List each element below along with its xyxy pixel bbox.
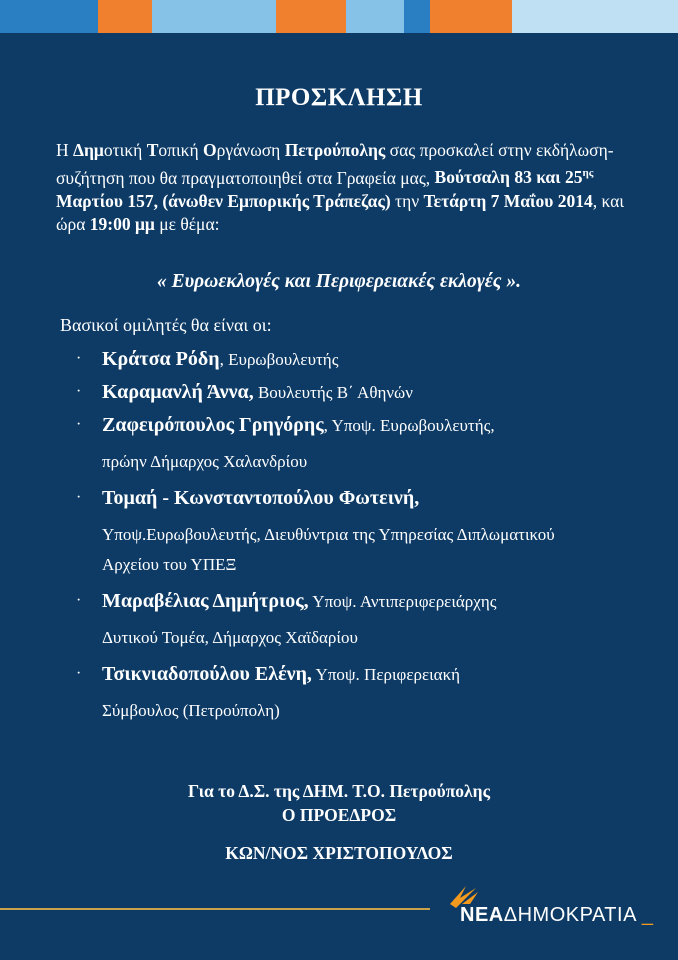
event-topic: « Ευρωεκλογές και Περιφερειακές εκλογές ».: [157, 271, 521, 292]
speaker-name: Τσικνιαδοπούλου Ελένη,: [102, 663, 312, 685]
speaker-item: [76, 414, 636, 477]
signature-line: Για το Δ.Σ. της ΔΗΜ. Τ.Ο. Πετρούπολης: [188, 781, 490, 801]
address-part: Μαρτίου 157, (άνωθεν Εμπορικής Τράπεζας): [56, 190, 391, 211]
stripe: [98, 0, 152, 33]
logo-wordmark: [460, 904, 654, 927]
event-time: 19:00 μμ: [89, 214, 155, 235]
text: με θέμα:: [154, 214, 220, 235]
speaker-item: [76, 348, 636, 371]
speaker-item: [76, 590, 636, 653]
event-date: Τετάρτη 7 Μαΐου 2014: [423, 190, 593, 211]
party-logo: [438, 884, 654, 934]
speaker-name: Κράτσα Ρόδη: [102, 348, 220, 370]
org-place: Πετρούπολης: [284, 140, 386, 160]
invitation-text: [56, 139, 641, 237]
logo-part: ΔΗΜΟΚΡΑΤΙΑ: [503, 904, 636, 926]
address-part: Βούτσαλη 83 και 25: [434, 167, 583, 188]
bullet-icon: ·: [76, 350, 82, 367]
text: την: [390, 190, 424, 211]
speaker-name: Καραμανλή Άννα,: [102, 381, 254, 403]
bullet-icon: ·: [76, 592, 82, 609]
speaker-list: [76, 348, 636, 736]
org-name-part: Τ: [146, 140, 159, 160]
page-title: ΠΡΟΣΚΛΗΣΗ: [255, 84, 423, 111]
text: οτική: [103, 140, 147, 160]
text: ργάνωση: [216, 140, 285, 160]
stripe: [512, 0, 678, 33]
org-name-part: Δημ: [73, 140, 104, 160]
signature-block: [0, 779, 678, 827]
text: , και ώρα: [56, 190, 624, 235]
signature-title: Ο ΠΡΟΕΔΡΟΣ: [281, 805, 397, 825]
speaker-role-continued: πρώην Δήμαρχος Χαλανδρίου: [102, 452, 308, 471]
speaker-name: Ζαφειρόπουλος Γρηγόρης: [102, 414, 324, 436]
text: οπική: [158, 140, 204, 160]
speaker-item: [76, 487, 636, 580]
logo-part: ΝΕΑ: [460, 904, 504, 926]
speaker-name: Τομαή - Κωνσταντοπούλου Φωτεινή,: [102, 487, 420, 509]
speaker-name: Μαραβέλιας Δημήτριος,: [102, 590, 309, 612]
org-name-part: Ο: [203, 140, 217, 160]
text: Η: [56, 140, 74, 160]
bullet-icon: ·: [76, 489, 82, 506]
speaker-role: Βουλευτής Β΄ Αθηνών: [253, 383, 413, 402]
speaker-item: [76, 663, 636, 726]
stripe: [430, 0, 512, 33]
top-color-stripes: [0, 0, 678, 33]
speaker-role-continued: Υποψ.Ευρωβουλευτής, Διευθύντρια της Υπηρεσίας Διπλωματικού Αρχείου του ΥΠΕΞ: [102, 525, 555, 574]
speaker-role-continued: Δυτικού Τομέα, Δήμαρχος Χαϊδαρίου: [102, 628, 358, 647]
speaker-role: Υποψ. Αντιπεριφερειάρχης: [308, 592, 497, 611]
speaker-role: , Ευρωβουλευτής: [219, 350, 339, 369]
stripe: [404, 0, 430, 33]
stripe: [0, 0, 98, 33]
speaker-item: [76, 381, 636, 404]
bullet-icon: ·: [76, 383, 82, 400]
speaker-role: , Υποψ. Ευρωβουλευτής,: [323, 416, 495, 435]
speakers-label: Βασικοί ομιλητές θα είναι οι:: [60, 315, 272, 335]
stripe: [346, 0, 404, 33]
text: σας προσκαλεί στην εκδήλωση-συζήτηση που θα πραγματοποιηθεί στα Γραφεία μας,: [56, 140, 614, 188]
address-superscript: ης: [582, 167, 594, 180]
speaker-role-continued: Σύμβουλος (Πετρούπολη): [102, 701, 280, 720]
stripe: [152, 0, 276, 33]
logo-suffix: _: [635, 904, 654, 926]
bullet-icon: ·: [76, 416, 82, 433]
signer-name: ΚΩΝ/ΝΟΣ ΧΡΙΣΤΟΠΟΥΛΟΣ: [225, 843, 453, 863]
bullet-icon: ·: [76, 665, 82, 682]
stripe: [276, 0, 346, 33]
footer-divider: [0, 908, 430, 910]
speaker-role: Υποψ. Περιφερειακή: [311, 665, 461, 684]
